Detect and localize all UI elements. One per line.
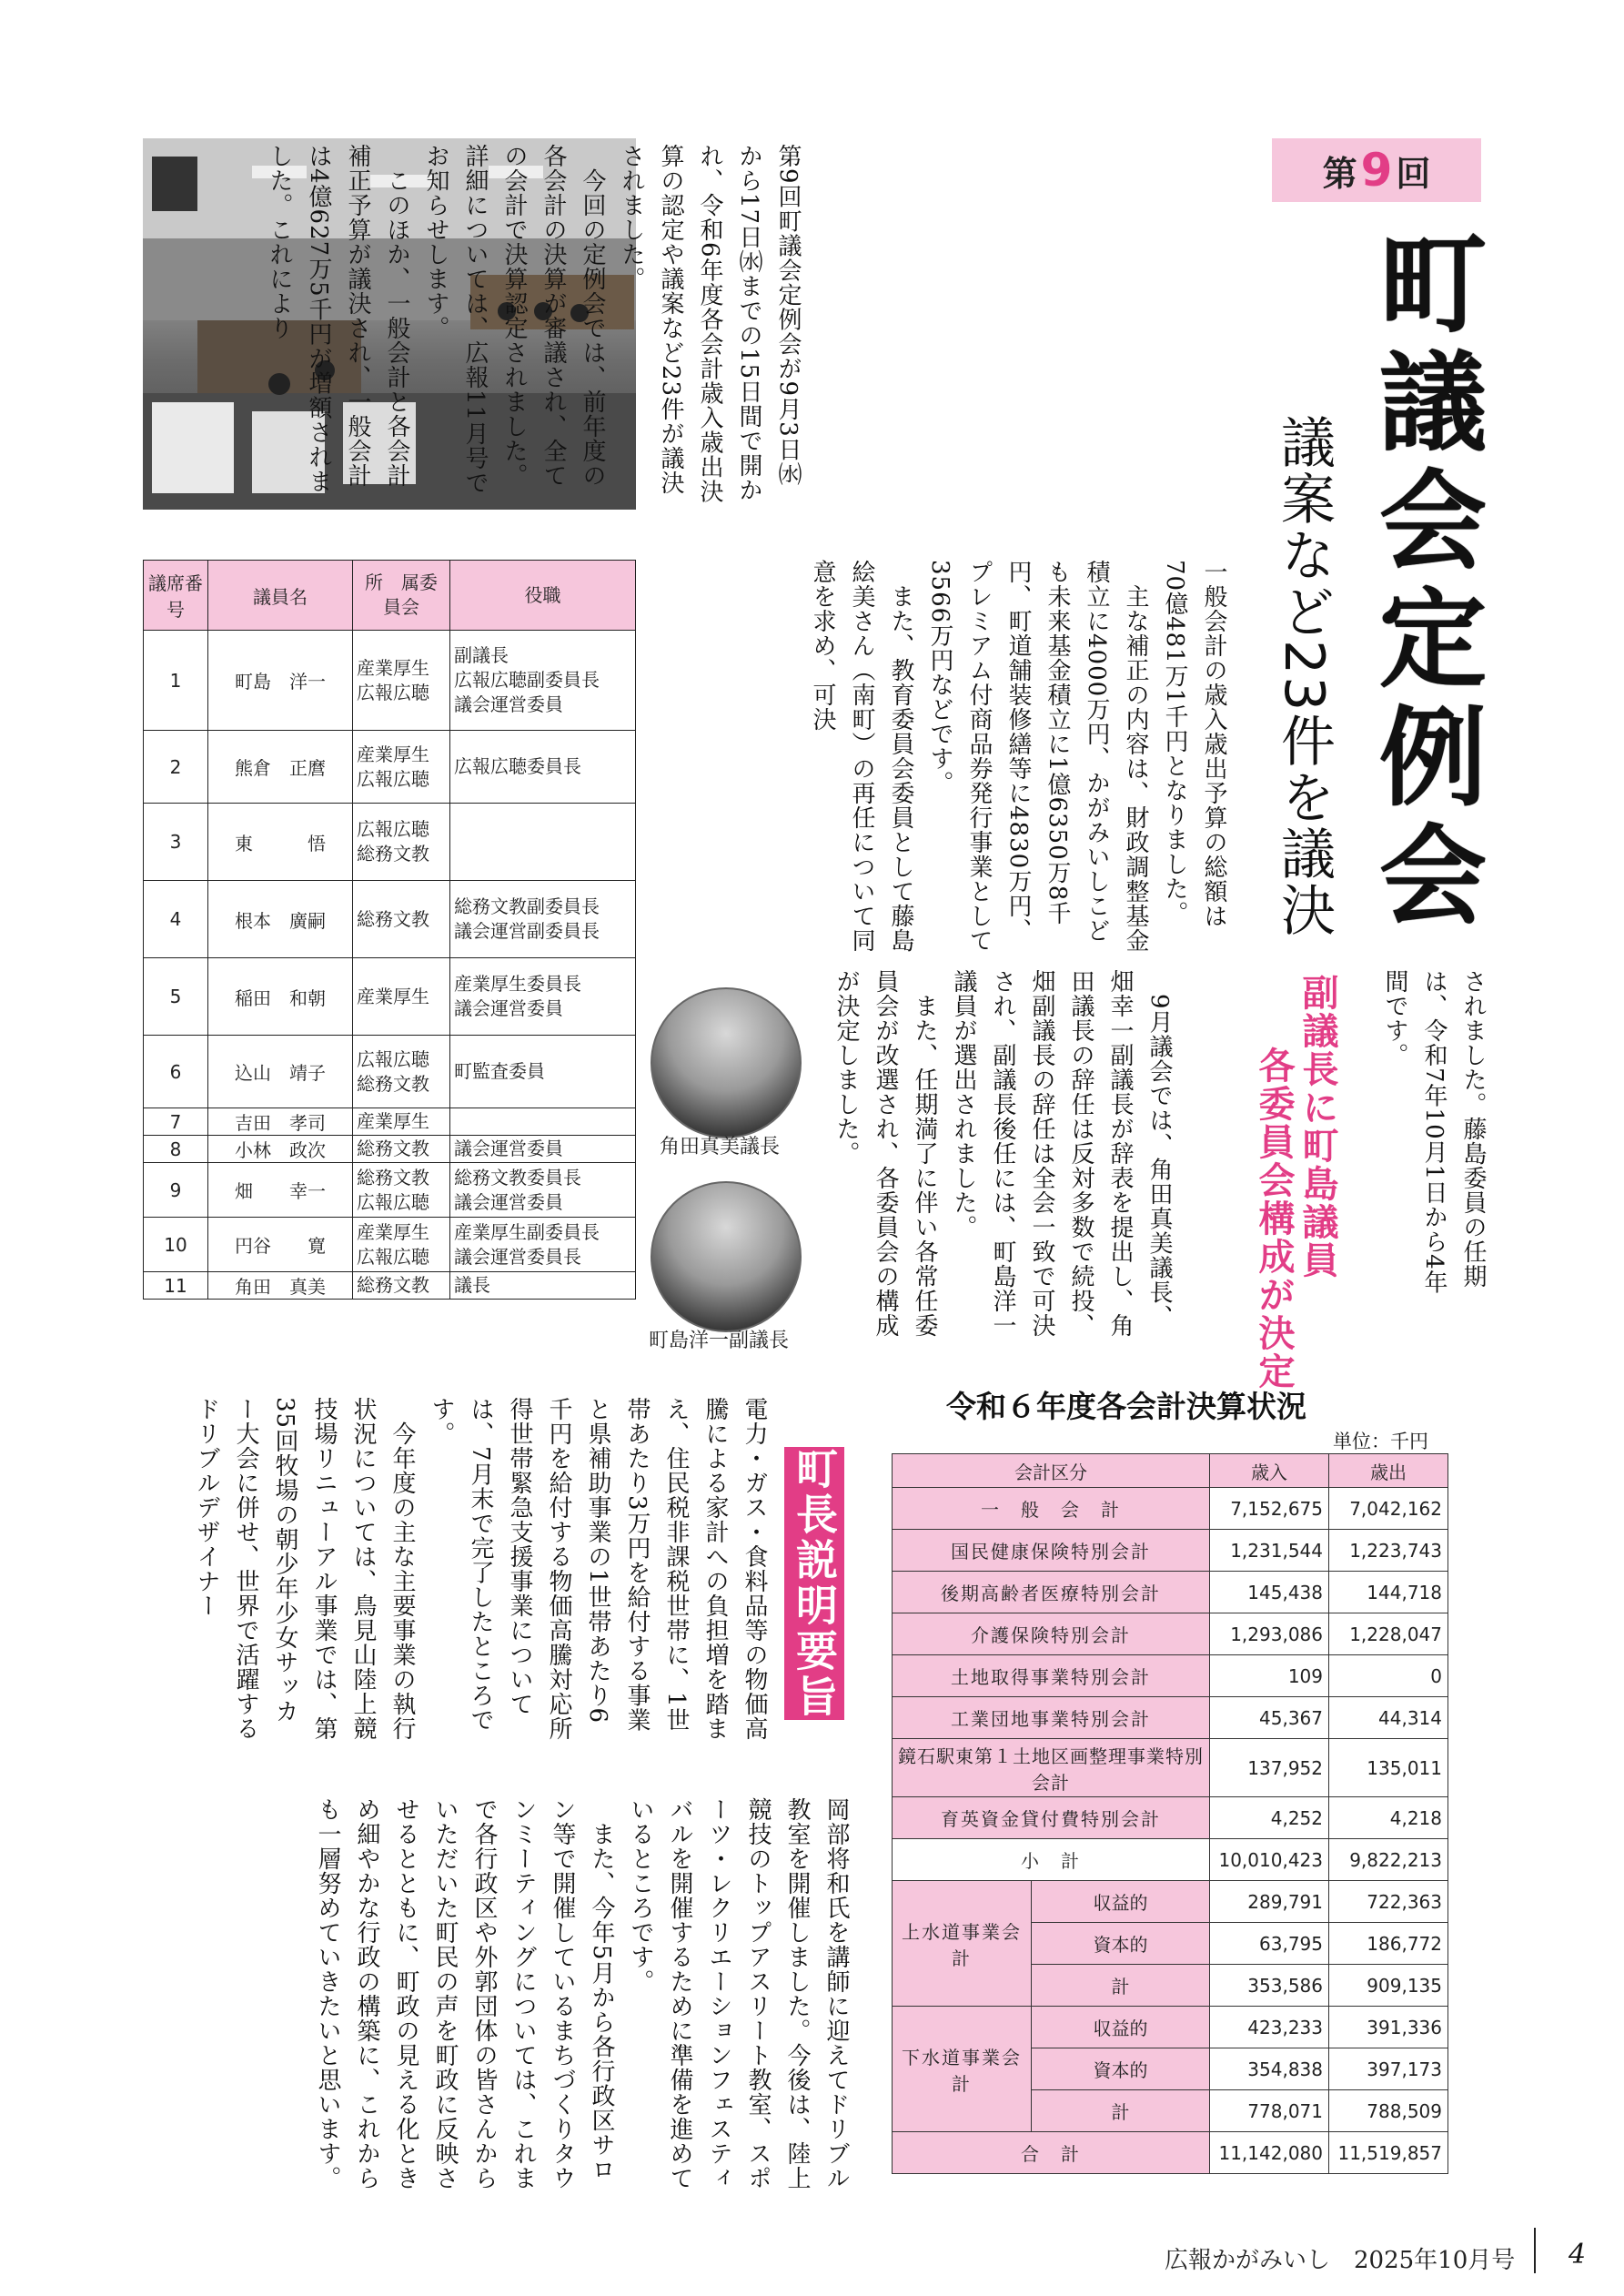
expenditure-value: 722,363 xyxy=(1329,1881,1448,1923)
member-committee: 総務文教 広報広聴 xyxy=(353,1163,450,1218)
sub-account-label: 資本的 xyxy=(1032,1923,1210,1965)
budget-title: 令和６年度各会計決算状況 xyxy=(946,1389,1306,1424)
member-row xyxy=(144,631,636,731)
member-committee: 広報広聴 総務文教 xyxy=(353,804,450,881)
member-committee: 産業厚生 広報広聴 xyxy=(353,1218,450,1272)
member-name: 稲田 和朝 xyxy=(208,958,353,1036)
revenue-value: 778,071 xyxy=(1210,2090,1329,2132)
account-label: 後期高齢者医療特別会計 xyxy=(893,1572,1210,1613)
revenue-value: 63,795 xyxy=(1210,1923,1329,1965)
page-number: 4 xyxy=(1569,2239,1587,2271)
account-label: 介護保険特別会計 xyxy=(893,1613,1210,1655)
member-committee: 産業厚生 xyxy=(353,958,450,1036)
member-committee: 広報広聴 総務文教 xyxy=(353,1036,450,1108)
body-paragraph-6: 岡部将和氏を講師に迎えてドリブル教室を開催しました。今後は、陸上競技のトップアスリート教室、スポーツ・レクリエーションフェスティバルを開催するために準備を進めているところです。 また、今年5月から各行政区サロン等で開催しているまちづくりタウンミーティングについては、これまで各行政区や外郭団体の皆さんからいただいた町民の声を町政に反映させるとともに、町政の見える化ときめ細やかな行政の構築に、これからも一層努めていきたいと思います。 xyxy=(314,1797,850,2190)
publication-footer: 広報かがみいし 2025年10月号 xyxy=(1165,2247,1516,2274)
expenditure-value: 909,135 xyxy=(1329,1965,1448,2007)
member-committee: 総務文教 xyxy=(353,1272,450,1300)
revenue-value: 145,438 xyxy=(1210,1572,1329,1613)
budget-row xyxy=(893,2007,1448,2048)
footer-divider xyxy=(1534,2228,1536,2273)
member-name: 円谷 寛 xyxy=(208,1218,353,1272)
revenue-value: 45,367 xyxy=(1210,1697,1329,1739)
member-row xyxy=(144,958,636,1036)
sub-title: 議案など23件を議決 xyxy=(1272,414,1336,939)
member-role xyxy=(450,1108,636,1136)
budget-total-row xyxy=(893,2132,1448,2174)
budget-row xyxy=(893,1488,1448,1530)
account-label: 小 計 xyxy=(893,1839,1210,1881)
sub-account-label: 計 xyxy=(1032,2090,1210,2132)
member-name: 畑 幸一 xyxy=(208,1163,353,1218)
body-paragraph-2: 一般会計の歳入歳出予算の総額は70億481万1千円となりました。 主な補正の内容は、財政調整基金積立に4000万円、かがみいしこども未来基金積立に1億6350万8千円、町道舗装修繕等に4830万円、プレミアム付商品券発行事業として3566万円などです。 また、教育委員会委員として藤島絵美さん（南町）の再任について同意を求め、可決 xyxy=(809,560,1227,953)
member-committee: 産業厚生 広報広聴 xyxy=(353,631,450,731)
member-role: 議長 xyxy=(450,1272,636,1300)
member-row xyxy=(144,804,636,881)
expenditure-value: 788,509 xyxy=(1329,2090,1448,2132)
member-role: 産業厚生副委員長 議会運営委員長 xyxy=(450,1218,636,1272)
budget-row xyxy=(893,1613,1448,1655)
col-expenditure: 歳出 xyxy=(1329,1454,1448,1488)
expenditure-value: 0 xyxy=(1329,1655,1448,1697)
seat-number: 3 xyxy=(144,804,208,881)
badge-number: 9 xyxy=(1360,144,1393,197)
seat-number: 2 xyxy=(144,731,208,804)
expenditure-value: 7,042,162 xyxy=(1329,1488,1448,1530)
expenditure-value: 144,718 xyxy=(1329,1572,1448,1613)
member-name: 熊倉 正麿 xyxy=(208,731,353,804)
seat-number: 6 xyxy=(144,1036,208,1108)
col-account: 会計区分 xyxy=(893,1454,1210,1488)
member-name: 込山 靖子 xyxy=(208,1036,353,1108)
sub-account-label: 資本的 xyxy=(1032,2048,1210,2090)
member-role: 町監査委員 xyxy=(450,1036,636,1108)
sub-account-label: 収益的 xyxy=(1032,1881,1210,1923)
body-paragraph-3: されました。藤島委員の任期は、令和7年10月1日から4年間です。 xyxy=(1381,969,1487,1295)
revenue-value: 354,838 xyxy=(1210,2048,1329,2090)
expenditure-value: 397,173 xyxy=(1329,2048,1448,2090)
member-committee: 総務文教 xyxy=(353,1136,450,1163)
water-group-label: 上水道事業会計 xyxy=(893,1881,1032,2007)
account-label: 鏡石駅東第１土地区画整理事業特別会計 xyxy=(893,1739,1210,1797)
section-heading-committees: 各委員会構成が決定 xyxy=(1253,1047,1295,1391)
member-committee: 産業厚生 xyxy=(353,1108,450,1136)
member-row xyxy=(144,1163,636,1218)
member-role: 議会運営委員 xyxy=(450,1136,636,1163)
account-label: 育英資金貸付費特別会計 xyxy=(893,1797,1210,1839)
seat-number: 7 xyxy=(144,1108,208,1136)
member-committee: 産業厚生 広報広聴 xyxy=(353,731,450,804)
col-committee: 所 属委員会 xyxy=(353,561,450,631)
member-row xyxy=(144,1108,636,1136)
member-role: 産業厚生委員長 議会運営委員 xyxy=(450,958,636,1036)
member-role: 総務文教委員長 議会運営委員 xyxy=(450,1163,636,1218)
seat-number: 1 xyxy=(144,631,208,731)
body-paragraph-4: 9月議会では、角田真美議長、畑幸一副議長が辞表を提出し、角田議長の辞任は反対多数で続投、畑副議長の辞任は全会一致で可決され、副議長後任には、町島洋一議員が選出されました。 また、任期満了に伴い各常任委員会が改選され、各委員会の構成が決定しました。 xyxy=(832,969,1173,1338)
budget-row xyxy=(893,1797,1448,1839)
revenue-value: 137,952 xyxy=(1210,1739,1329,1797)
section-heading-vice-chair: 副議長に町島議員 xyxy=(1296,974,1338,1279)
budget-row xyxy=(893,1881,1448,1923)
expenditure-value: 1,228,047 xyxy=(1329,1613,1448,1655)
revenue-value: 1,231,544 xyxy=(1210,1530,1329,1572)
expenditure-value: 391,336 xyxy=(1329,2007,1448,2048)
seat-number: 4 xyxy=(144,881,208,958)
budget-unit: 単位：千円 xyxy=(1333,1431,1428,1452)
session-badge xyxy=(1272,138,1481,202)
expenditure-value: 1,223,743 xyxy=(1329,1530,1448,1572)
budget-row xyxy=(893,1572,1448,1613)
seat-number: 11 xyxy=(144,1272,208,1300)
total-expenditure: 11,519,857 xyxy=(1329,2132,1448,2174)
section-heading-mayor: 町長説明要旨 xyxy=(784,1447,844,1720)
budget-row xyxy=(893,1839,1448,1881)
body-paragraph-1: 第9回町議会定例会が9月3日㈬から17日㈬までの15日間で開かれ、令和6年度各会計歳入歳出決算の認定や議案など23件が議決されました。 今回の定例会では、前年度の各会計の決算が審議され、全ての会計で決算認定されました。詳細については、広報11月号でお知らせします。 このほか、一般会計と各会計補正予算が議決され、一般会計は4億627万5千円が増額されました。これにより xyxy=(266,144,802,504)
account-label: 国民健康保険特別会計 xyxy=(893,1530,1210,1572)
member-name: 吉田 孝司 xyxy=(208,1108,353,1136)
revenue-value: 423,233 xyxy=(1210,2007,1329,2048)
seat-number: 8 xyxy=(144,1136,208,1163)
expenditure-value: 9,822,213 xyxy=(1329,1839,1448,1881)
budget-row xyxy=(893,1739,1448,1797)
member-committee: 総務文教 xyxy=(353,881,450,958)
badge-prefix: 第 xyxy=(1322,153,1357,194)
member-name: 小林 政次 xyxy=(208,1136,353,1163)
revenue-value: 10,010,423 xyxy=(1210,1839,1329,1881)
body-paragraph-5: 電力・ガス・食料品等の物価高騰による家計への負担増を踏まえ、住民税非課税世帯に、1世帯あたり3万円を給付する事業と県補助事業の1世帯あたり6千円を給付する物価高騰対応所得世帯緊急支援事業については、7月末で完了したところです。 今年度の主な主要事業の執行状況については、鳥見山陸上競技場リニューアル事業では、第35回牧場の朝少年少女サッカー大会に併せ、世界で活躍するドリブルデザイナー xyxy=(193,1397,768,1741)
vice-chair-caption: 町島洋一副議長 xyxy=(649,1330,790,1352)
member-row xyxy=(144,1036,636,1108)
expenditure-value: 135,011 xyxy=(1329,1739,1448,1797)
expenditure-value: 4,218 xyxy=(1329,1797,1448,1839)
seat-number: 5 xyxy=(144,958,208,1036)
revenue-value: 4,252 xyxy=(1210,1797,1329,1839)
sub-account-label: 収益的 xyxy=(1032,2007,1210,2048)
sub-account-label: 計 xyxy=(1032,1965,1210,2007)
chair-caption: 角田真美議長 xyxy=(660,1136,781,1158)
member-role: 広報広聴委員長 xyxy=(450,731,636,804)
revenue-value: 109 xyxy=(1210,1655,1329,1697)
seat-number: 10 xyxy=(144,1218,208,1272)
main-title: 町議会定例会 xyxy=(1361,228,1487,937)
chair-photo xyxy=(651,987,802,1138)
budget-row xyxy=(893,1530,1448,1572)
revenue-value: 7,152,675 xyxy=(1210,1488,1329,1530)
badge-suffix: 回 xyxy=(1396,153,1431,194)
account-label: 工業団地事業特別会計 xyxy=(893,1697,1210,1739)
expenditure-value: 186,772 xyxy=(1329,1923,1448,1965)
sewer-group-label: 下水道事業会計 xyxy=(893,2007,1032,2132)
seat-number: 9 xyxy=(144,1163,208,1218)
account-label: 土地取得事業特別会計 xyxy=(893,1655,1210,1697)
member-role: 総務文教副委員長 議会運営副委員長 xyxy=(450,881,636,958)
member-name: 角田 真美 xyxy=(208,1272,353,1300)
member-name: 根本 廣嗣 xyxy=(208,881,353,958)
vice-chair-photo xyxy=(651,1181,802,1332)
member-role xyxy=(450,804,636,881)
member-row xyxy=(144,1136,636,1163)
account-label: 一 般 会 計 xyxy=(893,1488,1210,1530)
budget-table xyxy=(892,1453,1448,2174)
revenue-value: 353,586 xyxy=(1210,1965,1329,2007)
revenue-value: 1,293,086 xyxy=(1210,1613,1329,1655)
col-name: 議員名 xyxy=(208,561,353,631)
col-seat: 議席番号 xyxy=(144,561,208,631)
members-table xyxy=(143,560,636,1300)
revenue-value: 289,791 xyxy=(1210,1881,1329,1923)
member-name: 東 悟 xyxy=(208,804,353,881)
member-row xyxy=(144,1218,636,1272)
col-revenue: 歳入 xyxy=(1210,1454,1329,1488)
budget-row xyxy=(893,1697,1448,1739)
total-revenue: 11,142,080 xyxy=(1210,2132,1329,2174)
member-row xyxy=(144,1272,636,1300)
member-role: 副議長 広報広聴副委員長 議会運営委員 xyxy=(450,631,636,731)
col-role: 役職 xyxy=(450,561,636,631)
expenditure-value: 44,314 xyxy=(1329,1697,1448,1739)
member-row xyxy=(144,731,636,804)
total-label: 合 計 xyxy=(893,2132,1210,2174)
member-row xyxy=(144,881,636,958)
budget-row xyxy=(893,1655,1448,1697)
member-name: 町島 洋一 xyxy=(208,631,353,731)
